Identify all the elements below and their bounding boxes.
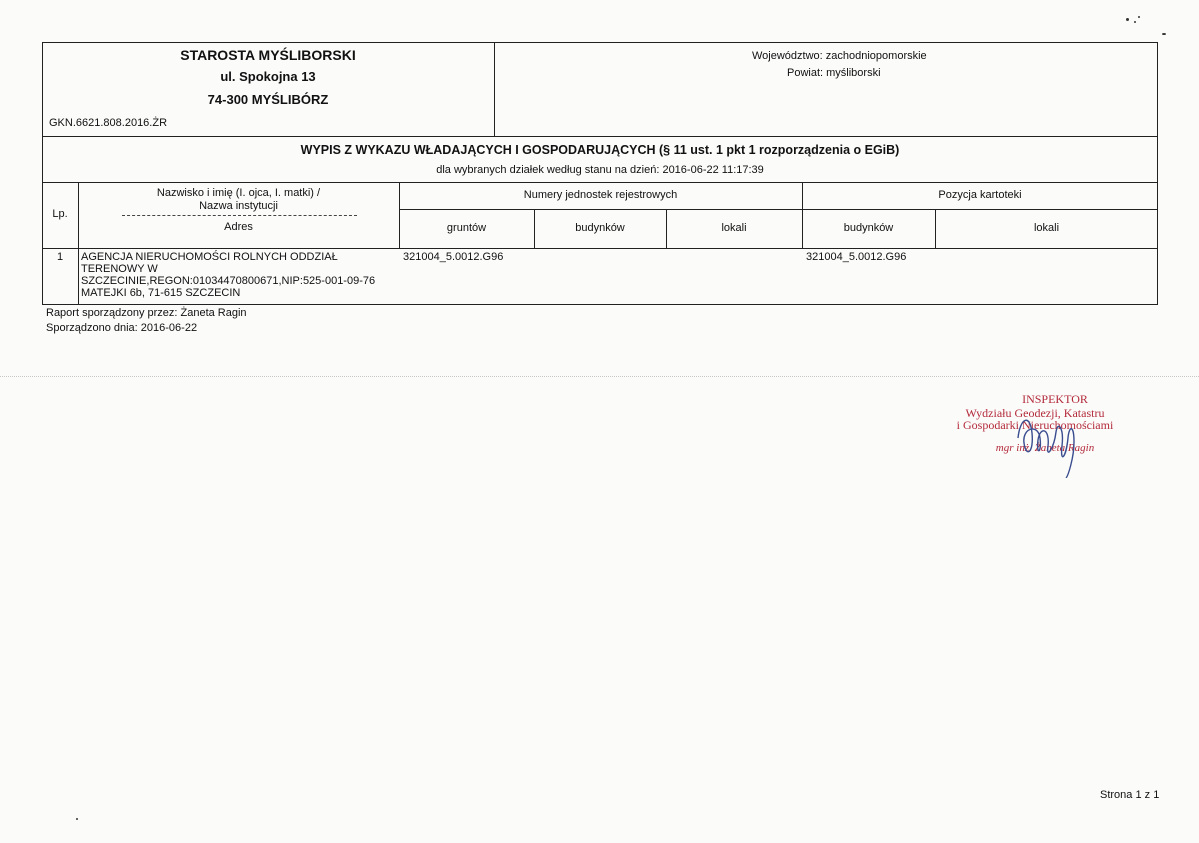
title-bottom-line bbox=[42, 182, 1158, 183]
col-group-numbers-header: Numery jednostek rejestrowych bbox=[523, 189, 678, 201]
voivodeship: Województwo: zachodniopomorskie bbox=[752, 50, 927, 62]
col-lp-header: Lp. bbox=[52, 208, 68, 220]
scan-speck bbox=[1126, 18, 1129, 21]
subheader-line bbox=[399, 209, 1158, 210]
sub-gruntow-header: gruntów bbox=[446, 222, 487, 234]
county: Powiat: myśliborski bbox=[787, 67, 881, 79]
col-group-cards-header: Pozycja kartoteki bbox=[938, 189, 1022, 201]
name-address-separator bbox=[122, 215, 357, 216]
sub-lokali-header: lokali bbox=[721, 222, 747, 234]
signature-icon bbox=[1008, 398, 1088, 478]
document-title: WYPIS Z WYKAZU WŁADAJĄCYCH I GOSPODARUJĄCYCH (§ 11 ust. 1 pkt 1 rozporządzenia o EGiB) bbox=[300, 143, 900, 157]
frame-top bbox=[42, 42, 1158, 43]
frame-bottom bbox=[42, 304, 1158, 305]
document-subtitle: dla wybranych działek według stanu na dzień: 2016-06-22 11:17:39 bbox=[436, 164, 764, 176]
row-name-address: AGENCJA NIERUCHOMOŚCI ROLNYCH ODDZIAŁ TERENOWY W SZCZECINIE,REGON:01034470800671,NIP:525-001-09-76 MATEJKI 6b, 71-615 SZCZECIN bbox=[81, 251, 376, 299]
table-header-bottom bbox=[42, 248, 1158, 249]
header-bottom-line bbox=[42, 136, 1158, 137]
authority-city: 74-300 MYŚLIBÓRZ bbox=[207, 92, 329, 107]
header-divider bbox=[494, 42, 495, 136]
prepared-by: Raport sporządzony przez: Żaneta Ragin bbox=[46, 307, 247, 319]
scan-speck bbox=[1134, 21, 1136, 23]
col-name-header: Nazwisko i imię (I. ojca, I. matki) / Nazwa instytucji bbox=[156, 187, 321, 212]
scan-speck bbox=[76, 818, 78, 820]
scan-speck bbox=[1162, 33, 1166, 35]
page-number: Strona 1 z 1 bbox=[1100, 789, 1160, 801]
authority-street: ul. Spokojna 13 bbox=[220, 69, 316, 84]
row-gruntow: 321004_5.0012.G96 bbox=[403, 251, 504, 263]
sub-card-budynkow-header: budynków bbox=[843, 222, 894, 234]
stamp-line-3: i Gospodarki Nieruchomościami bbox=[956, 418, 1114, 432]
col-address-header: Adres bbox=[224, 221, 253, 233]
stamp-line-1: INSPEKTOR bbox=[1022, 392, 1088, 406]
fold-line bbox=[0, 376, 1199, 377]
row-card-budynkow: 321004_5.0012.G96 bbox=[806, 251, 907, 263]
scan-speck bbox=[1138, 16, 1140, 18]
stamp-line-4: mgr inż. Żaneta Ragin bbox=[995, 442, 1095, 454]
case-number: GKN.6621.808.2016.ŻR bbox=[49, 117, 168, 129]
sub-budynkow-header: budynków bbox=[575, 222, 625, 234]
row-lp: 1 bbox=[56, 251, 64, 263]
sub-card-lokali-header: lokali bbox=[1033, 222, 1060, 234]
authority-title: STAROSTA MYŚLIBORSKI bbox=[180, 47, 356, 63]
prepared-on: Sporządzono dnia: 2016-06-22 bbox=[46, 322, 198, 334]
stamp-line-2: Wydziału Geodezji, Katastru bbox=[965, 406, 1105, 420]
